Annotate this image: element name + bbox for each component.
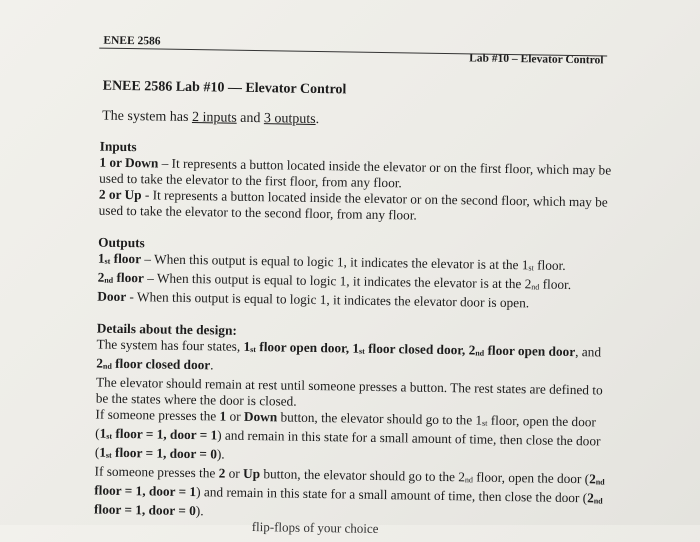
details-section bbox=[94, 321, 617, 526]
output-first-floor: $1_{st}$ floor – When this output is equal to logic 1, it indicates the elevator is at the $1_{st}$ floor. bbox=[97, 250, 566, 273]
details-heading: Details about the design: bbox=[96, 320, 237, 338]
header-rule bbox=[99, 48, 607, 57]
cutoff-text: flip-flops of your choice bbox=[251, 519, 379, 537]
details-states: The system has four states, $1_{st}$ floor open door, $1_{st}$ floor closed door, $2_{nd}$ floor open door, and $2_{nd}$ floor closed door. bbox=[96, 336, 602, 373]
header-lab: Lab #10 – Elevator Control bbox=[469, 52, 604, 67]
details-down-behavior: If someone presses the 1 or Down button, the elevator should go to the $1_{st}$ floor, open the door ($1_{st}$ floor = 1, door = 1) and remain in this state for a small amount of time, then close the door ($1_{st}$ floor = 1, door = 0). bbox=[94, 406, 601, 462]
output-door: Door - When this output is equal to logic 1, it indicates the elevator door is open. bbox=[97, 288, 530, 311]
details-rest: The elevator should remain at rest until someone presses a button. The rest states are defined to be the states where the door is closed. bbox=[95, 374, 603, 409]
outputs-count: 3 outputs bbox=[263, 111, 316, 127]
input-up: 2 or Up - It represents a button located inside the elevator or on the second floor, which may be used to take the elevator to the second floor, from any floor. bbox=[98, 186, 608, 223]
details-up-behavior: If someone presses the 2 or Up button, the elevator should go to the $2_{nd}$ floor, open the door ($2_{nd}$ floor = 1, door = 1) and remain in this state for a small amount of time, then close the door ($2_{nd}$ floor = 1, door = 0). bbox=[93, 463, 605, 519]
output-second-floor: $2_{nd}$ floor – When this output is equal to logic 1, it indicates the elevator is at the $2_{nd}$ floor. bbox=[97, 269, 572, 293]
header-course: ENEE 2586 bbox=[103, 34, 161, 48]
outputs-section bbox=[97, 235, 618, 313]
inputs-heading: Inputs bbox=[99, 138, 137, 155]
input-down: 1 or Down – It represents a button located inside the elevator or on the first floor, which may be used to take the elevator to the first floor, from any floor. bbox=[99, 154, 612, 191]
document-title: ENEE 2586 Lab #10 — Elevator Control bbox=[102, 78, 347, 98]
inputs-count: 2 inputs bbox=[191, 110, 237, 126]
inputs-section bbox=[99, 139, 620, 227]
intro-sentence: The system has 2 inputs and 3 outputs. bbox=[102, 108, 320, 128]
outputs-heading: Outputs bbox=[98, 234, 145, 251]
